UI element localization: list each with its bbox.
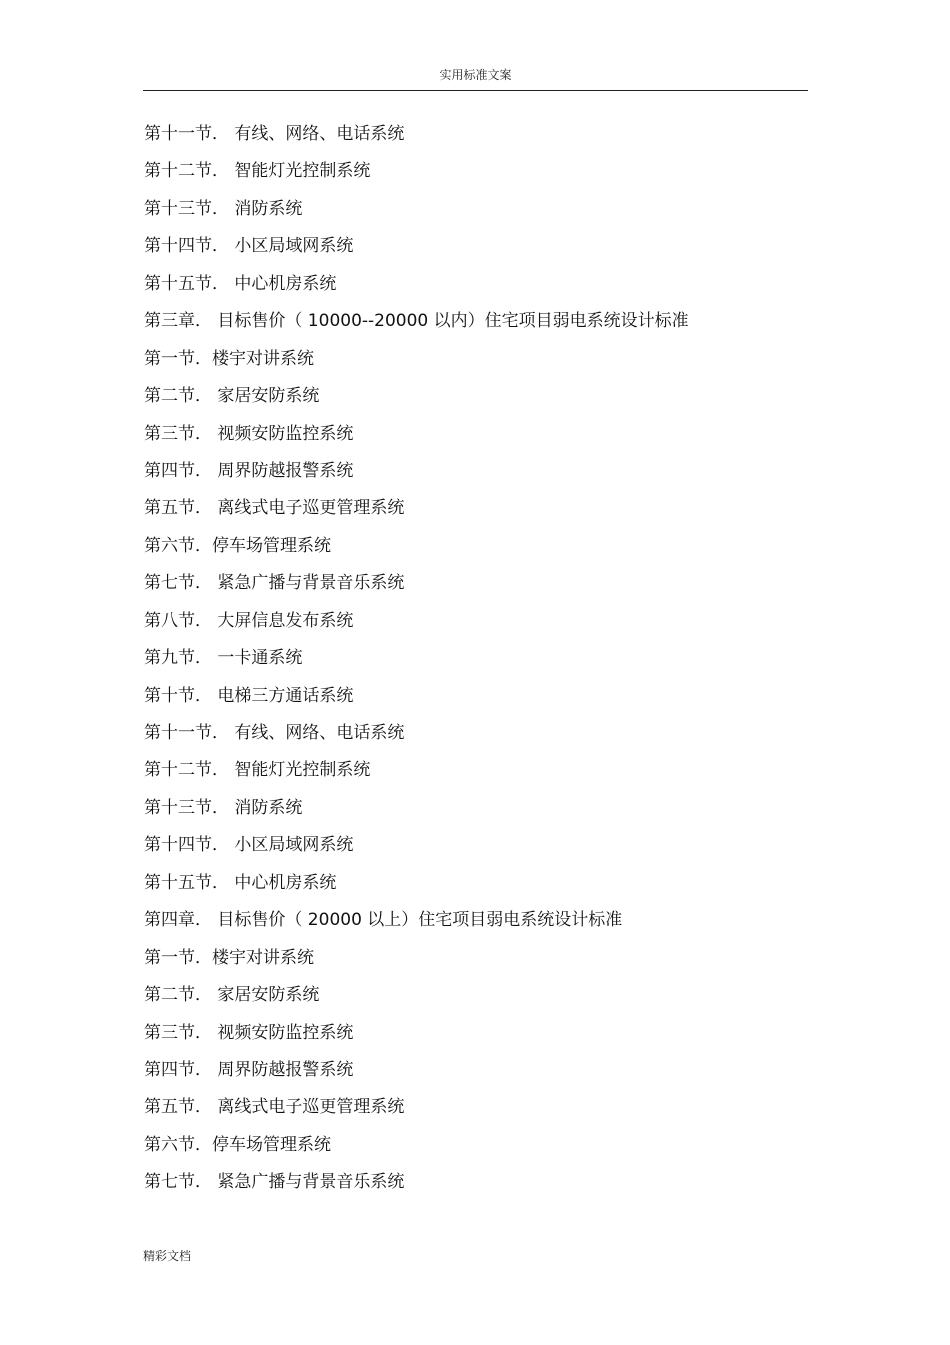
toc-entry: 第一节．楼宇对讲系统 — [144, 348, 314, 369]
toc-entry: 第四节． 周界防越报警系统 — [144, 1059, 354, 1080]
toc-entry: 第四节． 周界防越报警系统 — [144, 460, 354, 481]
table-of-contents — [144, 116, 824, 1202]
toc-chapter-heading: 第三章． 目标售价（ 10000--20000 以内）住宅项目弱电系统设计标准 — [144, 311, 689, 332]
toc-entry: 第五节． 离线式电子巡更管理系统 — [144, 498, 405, 519]
toc-entry: 第二节． 家居安防系统 — [144, 985, 320, 1006]
toc-entry: 第六节．停车场管理系统 — [144, 1134, 331, 1155]
toc-entry: 第三节． 视频安防监控系统 — [144, 423, 354, 444]
toc-entry: 第十四节． 小区局域网系统 — [144, 236, 354, 257]
toc-entry: 第二节． 家居安防系统 — [144, 386, 320, 407]
toc-entry: 第十一节． 有线、网络、电话系统 — [144, 124, 405, 144]
toc-entry: 第七节． 紧急广播与背景音乐系统 — [144, 1172, 405, 1193]
toc-entry: 第十二节． 智能灯光控制系统 — [144, 161, 371, 182]
toc-entry: 第九节． 一卡通系统 — [144, 648, 303, 669]
toc-entry: 第五节． 离线式电子巡更管理系统 — [144, 1097, 405, 1118]
page-footer: 精彩文档 — [143, 1249, 192, 1263]
toc-entry: 第六节．停车场管理系统 — [144, 535, 331, 556]
toc-entry: 第一节．楼宇对讲系统 — [144, 947, 314, 968]
toc-entry: 第十一节． 有线、网络、电话系统 — [144, 723, 405, 743]
toc-entry: 第十三节． 消防系统 — [144, 797, 303, 818]
toc-entry: 第十节． 电梯三方通话系统 — [144, 685, 354, 706]
toc-entry: 第十二节． 智能灯光控制系统 — [144, 760, 371, 781]
toc-entry: 第八节． 大屏信息发布系统 — [144, 610, 354, 631]
toc-entry: 第十四节． 小区局域网系统 — [144, 835, 354, 856]
toc-chapter-heading: 第四章． 目标售价（ 20000 以上）住宅项目弱电系统设计标准 — [144, 910, 623, 931]
toc-entry: 第十五节． 中心机房系统 — [144, 273, 337, 294]
toc-entry: 第七节． 紧急广播与背景音乐系统 — [144, 573, 405, 594]
toc-entry: 第十五节． 中心机房系统 — [144, 872, 337, 893]
page-header: 实用标准文案 — [143, 66, 808, 91]
toc-entry: 第三节． 视频安防监控系统 — [144, 1022, 354, 1043]
toc-entry: 第十三节． 消防系统 — [144, 198, 303, 219]
